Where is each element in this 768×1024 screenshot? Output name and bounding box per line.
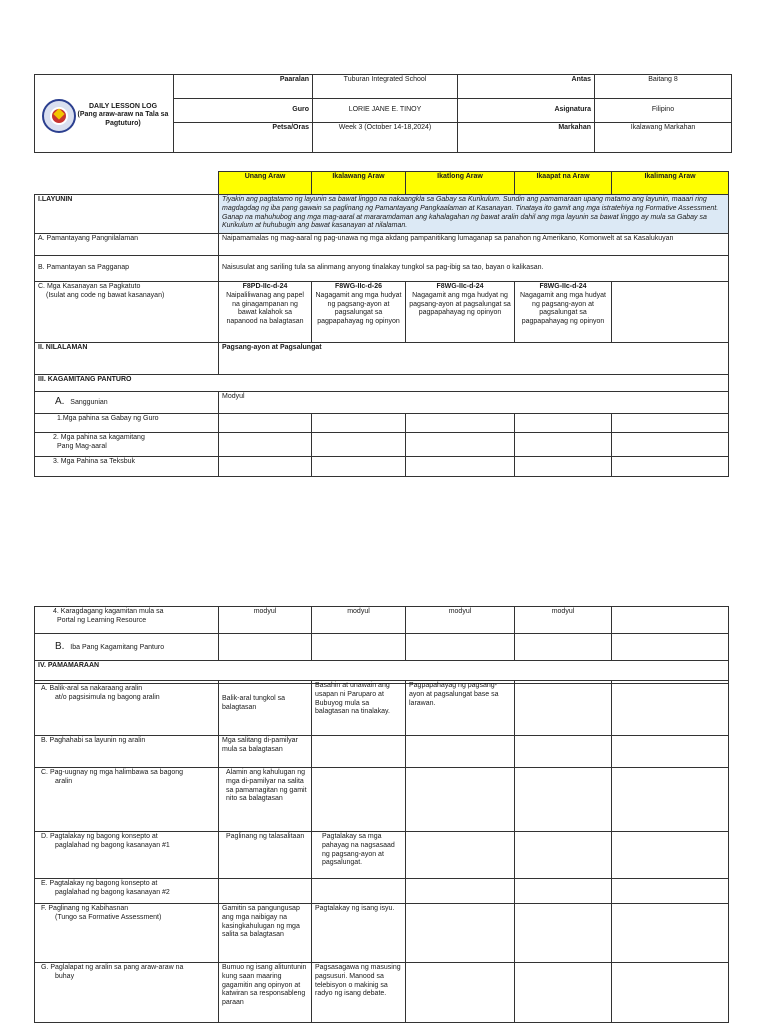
page-title: DAILY LESSON LOG	[88, 102, 158, 110]
iba-text: Iba Pang Kagamitang Panturo	[70, 643, 165, 651]
magaaral-pages-label	[35, 433, 219, 457]
row-label	[35, 768, 219, 832]
kagamitan-label: III. KAGAMITANG PANTURO	[35, 375, 729, 392]
row-day3: Pagpapahayag ng pagsang-ayon at pagsalungat base sa larawan.	[406, 681, 515, 736]
kasanayan-code: F8WG-IIc-d-24	[436, 283, 484, 290]
pamamaraan-table	[34, 680, 763, 1023]
kasanayan-text: Nagagamit ang mga hudyat ng pagsang-ayon at pagsalungat sa pagpapahayag ng opinyon	[315, 291, 402, 325]
petsa-value: Week 3 (October 14-18,2024)	[313, 123, 458, 153]
row-day2: Pagtalakay sa mga pahayag na nagsasaad ng pagsang-ayon at pagsalungat.	[312, 832, 406, 879]
guro-pages-label: 1.Mga pahina sa Gabay ng Guro	[35, 414, 219, 433]
row-label-line2: paglalahad ng bagong kasanayan #2	[55, 888, 170, 896]
markahan-label: Markahan	[458, 123, 595, 153]
magaaral-pages-line2: Pang Mag-aaral	[57, 442, 107, 450]
iba-letter: B.	[55, 640, 65, 652]
karagdagan-line2: Portal ng Learning Resource	[57, 616, 147, 624]
row-label	[35, 879, 219, 904]
day-header-3: Ikatlong Araw	[406, 172, 515, 195]
row-label-line2: paglalahad ng bagong kasanayan #1	[55, 841, 170, 849]
karagdagan-label	[35, 607, 219, 634]
deped-seal-icon	[42, 99, 76, 133]
kasanayan-cell-2	[312, 282, 406, 343]
karagdagan-value-2: modyul	[312, 607, 406, 634]
row-label	[35, 681, 219, 736]
kasanayan-text: Nagagamit ang mga hudyat ng pagsang-ayon at pagsalungat sa pagpapahayag ng opinyon	[409, 291, 511, 317]
kasanayan-code: F8WG-IIc-d-24	[539, 283, 587, 290]
pamamaraan-row-g	[35, 963, 763, 1023]
row-label	[35, 832, 219, 879]
asignatura-label: Asignatura	[458, 99, 595, 123]
row-day1: Gamitin sa pangungusap ang mga naibigay na kasingkahulugan ng mga salita sa balagtasan	[219, 904, 312, 963]
row-label-line1: G. Paglalapat ng aralin sa pang araw-araw na	[41, 964, 184, 971]
kasanayan-label	[35, 282, 219, 343]
layunin-label: I.LAYUNIN	[35, 195, 219, 234]
row-day2	[312, 736, 406, 768]
day-header-4: Ikaapat na Araw	[515, 172, 612, 195]
guro-value: LORIE JANE E. TINOY	[313, 99, 458, 123]
nilalaman-label: II. NILALAMAN	[35, 343, 219, 375]
row-label-line1: F. Paglinang ng Kabihasnan	[41, 905, 129, 912]
pagganap-label: B. Pamantayan sa Pagganap	[35, 256, 219, 282]
kasanayan-text: Naipaliliwanag ang papel na ginagampanan ng bawat kalahok sa napanood na balagtasan	[226, 291, 304, 325]
page-subtitle: (Pang araw-araw na Tala sa Pagtuturo)	[77, 111, 169, 127]
antas-value: Baitang 8	[595, 75, 732, 99]
row-label-line2: (Tungo sa Formative Assessment)	[55, 913, 162, 921]
karagdagan-value-3: modyul	[406, 607, 515, 634]
paaralan-label: Paaralan	[174, 75, 313, 99]
pamamaraan-row-e	[35, 879, 763, 904]
pamamaraan-row-f	[35, 904, 763, 963]
kasanayan-label-line1: C. Mga Kasanayan sa Pagkatuto	[38, 283, 141, 290]
pamamaraan-label: IV. PAMAMARAAN	[35, 661, 729, 684]
lesson-table-part2	[34, 606, 729, 684]
teksbuk-pages-label: 3. Mga Pahina sa Teksbuk	[35, 457, 219, 477]
sanggunian-text: Sanggunian	[70, 399, 108, 407]
row-label: B. Paghahabi sa layunin ng aralin	[35, 736, 219, 768]
pagganap-text: Naisusulat ang sariling tula sa alinmang anyong tinalakay tungkol sa pag-ibig sa tao, bayan o kalikasan.	[219, 256, 729, 282]
row-label-line2: aralin	[55, 777, 73, 785]
pamamaraan-row-d	[35, 832, 763, 879]
pamamaraan-row-a	[35, 681, 763, 736]
kasanayan-cell-3	[406, 282, 515, 343]
karagdagan-line1: 4. Karagdagang kagamitan mula sa	[53, 608, 164, 615]
karagdagan-value-4: modyul	[515, 607, 612, 634]
row-day1: Balik-aral tungkol sa balagtasan	[219, 681, 312, 736]
row-day1: Alamin ang kahulugan ng mga di-pamilyar na salita sa pamamagitan ng gamit nito sa balagtasan	[219, 768, 312, 832]
row-label-line2: buhay	[55, 972, 75, 980]
kasanayan-label-line2: (Isulat ang code ng bawat kasanayan)	[46, 291, 165, 299]
row-day1: Paglinang ng talasalitaan	[219, 832, 312, 879]
row-day2: Basahin at unawain ang usapan ni Paruparo at Bubuyog mula sa balagtasan na tinalakay.	[312, 681, 406, 736]
kasanayan-cell-1	[219, 282, 312, 343]
karagdagan-value-1: modyul	[219, 607, 312, 634]
row-label-line1: D. Pagtalakay ng bagong konsepto at	[41, 833, 158, 840]
petsa-label: Petsa/Oras	[174, 123, 313, 153]
pamamaraan-row-b	[35, 736, 763, 768]
header-title-cell	[35, 75, 174, 153]
header-table	[34, 74, 732, 153]
kasanayan-code: F8WG-IIc-d-26	[334, 283, 383, 290]
antas-label: Antas	[458, 75, 595, 99]
row-day2: Pagsasagawa ng masusing pagsusuri. Manood sa telebisyon o makinig sa radyo ng isang debate.	[312, 963, 406, 1023]
layunin-text: Tiyakin ang pagtatamo ng layunin sa bawat linggo na nakaangkla sa Gabay sa Kurikulum. Sundin ang pamamaraan upang matamo ang layunin, maaari ring magdagdag ng iba pang gawain sa paglinang ng Pamantayang Pangkaalaman at Kasanayan. Tinataya ito gamit ang mga istratehiya ng Formative Assessment. Ganap na mahuhubog ang mga mag-aaral at mararamdaman ang kahalagahan ng bawat aralin dahil ang mga layunin sa bawat linggo ay mula sa Gabay sa Kurikulum at huhubugin ang bawat kasanayan at nilalaman.	[219, 195, 729, 234]
markahan-value: Ikalawang Markahan	[595, 123, 732, 153]
row-day1: Bumuo ng isang alituntunin kung saan maaring gagamitin ang opinyon at katwiran sa responsableng paraan	[219, 963, 312, 1023]
pangnilalaman-text: Naipamamalas ng mag-aaral ng pag-unawa ng mga akdang pampanitikang lumaganap sa panahon ng Amerikano, Komonwelt at sa Kasalukuyan	[219, 234, 729, 256]
kasanayan-code: F8PD-IIc-d-24	[242, 283, 288, 290]
kasanayan-cell-4	[515, 282, 612, 343]
sanggunian-value: Modyul	[219, 392, 729, 414]
row-label	[35, 963, 219, 1023]
row-label-line1: A. Balik-aral sa nakaraang aralin	[41, 685, 143, 692]
row-label-line1: E. Pagtalakay ng bagong konsepto at	[41, 880, 158, 887]
magaaral-pages-line1: 2. Mga pahina sa kagamitang	[53, 434, 145, 441]
sanggunian-label	[35, 392, 219, 414]
kasanayan-text: Nagagamit ang mga hudyat ng pagsang-ayon at pagsalungat sa pagpapahayag ng opinyon	[520, 291, 606, 325]
pangnilalaman-label: A. Pamantayang Pangnilalaman	[35, 234, 219, 256]
day-header-5: Ikalimang Araw	[612, 172, 729, 195]
day-header-2: Ikalawang Araw	[312, 172, 406, 195]
nilalaman-text: Pagsang-ayon at Pagsalungat	[219, 343, 729, 375]
day-header-1: Unang Araw	[219, 172, 312, 195]
row-day1: Mga salitang di-pamilyar mula sa balagtasan	[219, 736, 312, 768]
paaralan-value: Tuburan Integrated School	[313, 75, 458, 99]
row-label-line2: at/o pagsisimula ng bagong aralin	[55, 693, 160, 701]
guro-label: Guro	[174, 99, 313, 123]
lesson-table-part1	[34, 171, 729, 477]
asignatura-value: Filipino	[595, 99, 732, 123]
pamamaraan-row-c	[35, 768, 763, 832]
row-label-line1: C. Pag-uugnay ng mga halimbawa sa bagong	[41, 769, 184, 776]
kasanayan-cell-5	[612, 282, 729, 343]
row-day2	[312, 768, 406, 832]
row-day2: Pagtalakay ng isang isyu.	[312, 904, 406, 963]
iba-pang-kagamitan-label	[35, 634, 219, 661]
sanggunian-letter: A.	[55, 396, 65, 408]
row-label	[35, 904, 219, 963]
